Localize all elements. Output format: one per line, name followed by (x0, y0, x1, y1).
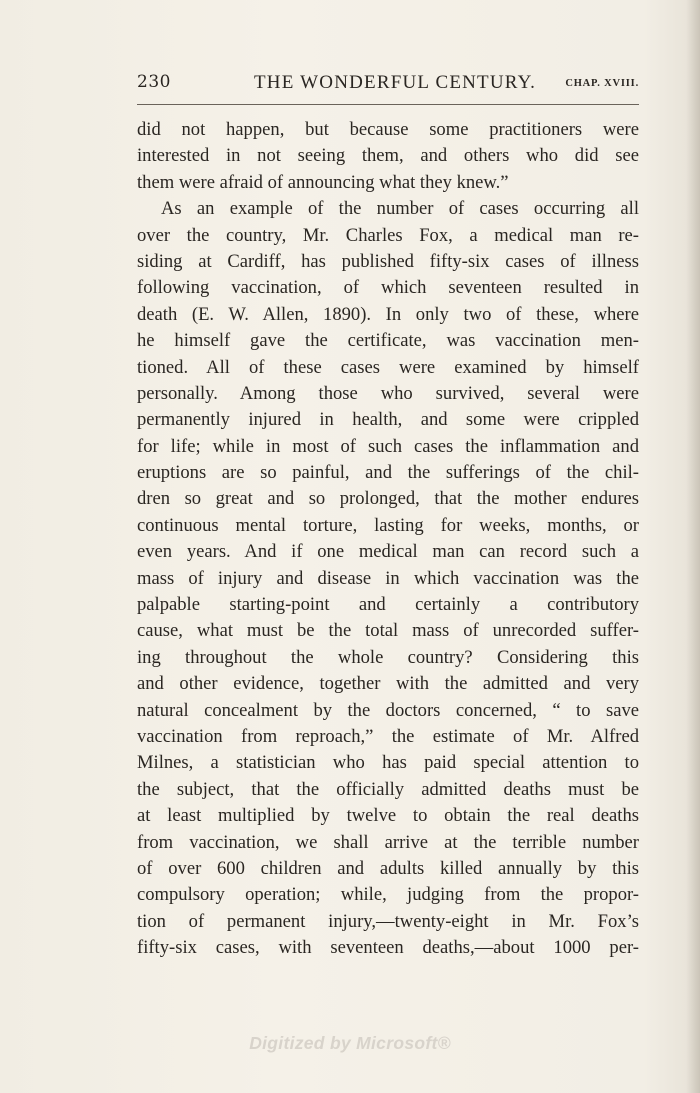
body-text (137, 117, 639, 962)
text-line: siding at Cardiff, has published fifty-six cases of illness (137, 250, 639, 272)
text-line: cause, what must be the total mass of unrecorded suffer- (137, 620, 639, 642)
text-line: tioned. All of these cases were examined by himself (137, 356, 639, 378)
header-rule (137, 104, 639, 105)
text-line: for life; while in most of such cases the inflammation and (137, 435, 639, 457)
text-line: palpable starting-point and certainly a contributory (137, 594, 639, 616)
page-edge-shadow (686, 0, 700, 1093)
text-line: vaccination from reproach,” the estimate of Mr. Alfred (137, 725, 639, 747)
text-line: tion of permanent injury,—twenty-eight in Mr. Fox’s (137, 910, 639, 932)
digitization-watermark: Digitized by Microsoft® (249, 1033, 451, 1053)
text-line: them were afraid of announcing what they knew.” (137, 171, 509, 193)
text-line: the subject, that the officially admitted deaths must be (137, 778, 639, 800)
text-line: compulsory operation; while, judging from the propor- (137, 884, 639, 906)
text-line: continuous mental torture, lasting for weeks, months, or (137, 514, 639, 536)
text-line: interested in not seeing them, and others who did see (137, 145, 639, 167)
text-line: even years. And if one medical man can record such a (137, 541, 639, 563)
running-head (137, 70, 639, 96)
text-line: from vaccination, we shall arrive at the terrible number (137, 831, 639, 853)
text-line: over the country, Mr. Charles Fox, a medical man re- (137, 224, 639, 246)
text-line: did not happen, but because some practitioners were (137, 119, 639, 140)
text-line: he himself gave the certificate, was vaccination men- (137, 330, 639, 352)
page-number: 230 (137, 72, 171, 92)
text-line: at least multiplied by twelve to obtain the real deaths (137, 805, 639, 827)
text-line: dren so great and so prolonged, that the mother endures (137, 488, 639, 510)
text-line: following vaccination, of which seventeen resulted in (137, 277, 639, 299)
text-line: Milnes, a statistician who has paid special attention to (137, 752, 639, 774)
text-line: of over 600 children and adults killed annually by this (137, 857, 639, 879)
text-line: fifty-six cases, with seventeen deaths,—about 1000 per- (137, 937, 639, 959)
chapter-label: CHAP. XVIII. (565, 78, 639, 89)
text-line: personally. Among those who survived, several were (137, 382, 639, 404)
text-line: and other evidence, together with the admitted and very (137, 673, 639, 695)
text-line: natural concealment by the doctors concerned, “ to save (137, 699, 639, 721)
text-line: mass of injury and disease in which vaccination was the (137, 567, 639, 589)
book-title: THE WONDERFUL CENTURY. (254, 72, 537, 93)
text-line: ing throughout the whole country? Considering this (137, 646, 639, 668)
text-line: permanently injured in health, and some were crippled (137, 409, 639, 431)
text-line: As an example of the number of cases occurring all (161, 198, 639, 220)
text-line: eruptions are so painful, and the sufferings of the chil- (137, 462, 639, 484)
text-line: death (E. W. Allen, 1890). In only two of these, where (137, 303, 639, 325)
